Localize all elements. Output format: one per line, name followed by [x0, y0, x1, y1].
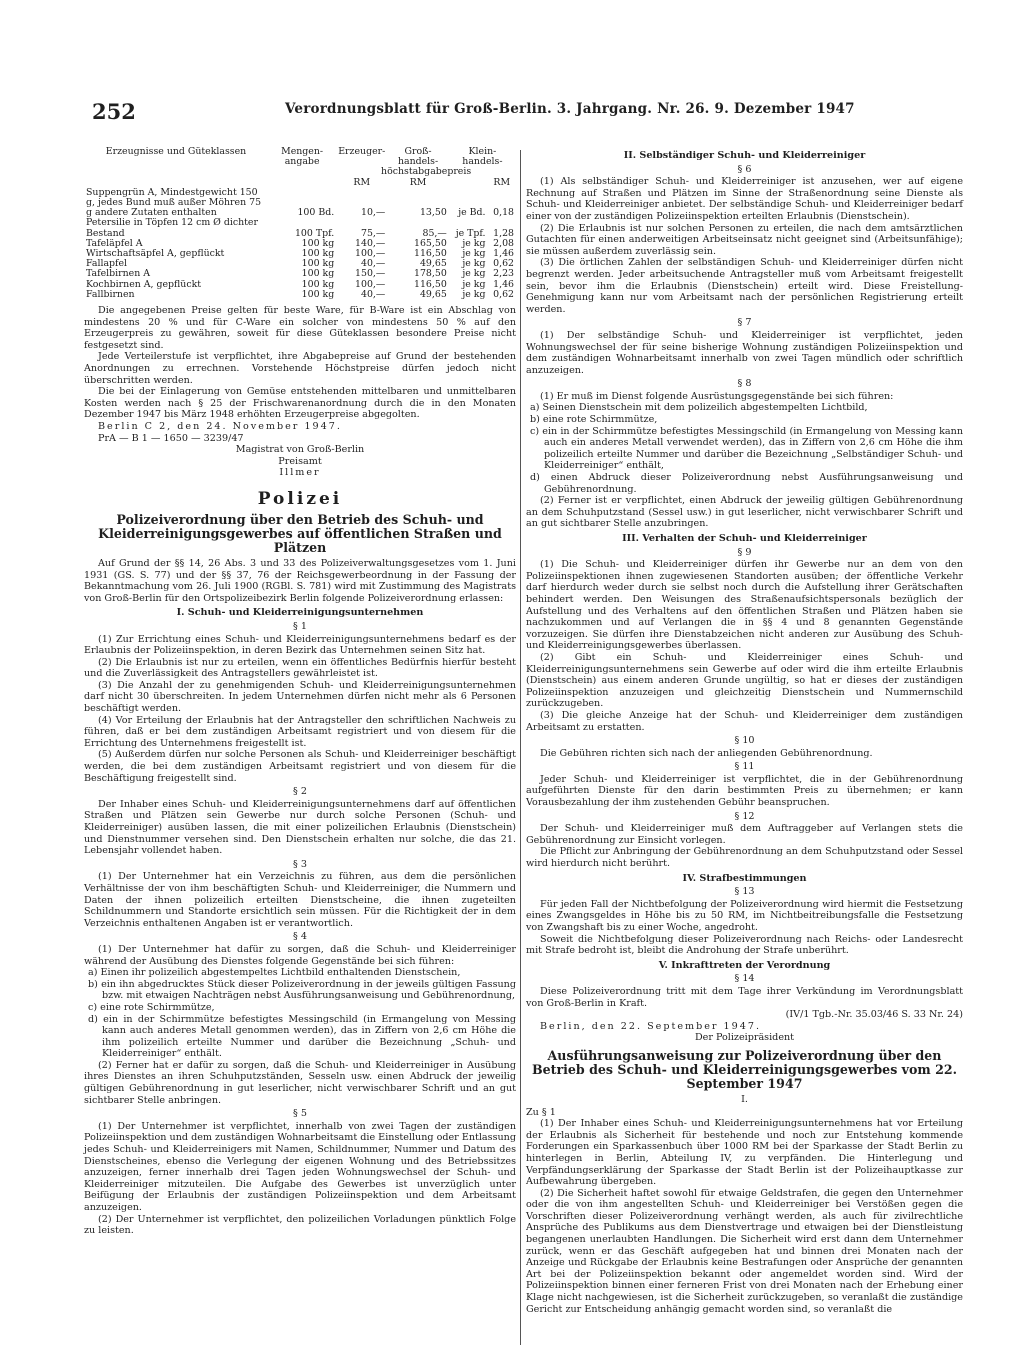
column-divider — [520, 150, 521, 1345]
paragraph-text: (4) Vor Erteilung der Erlaubnis hat der Antragsteller den schriftlichen Nachweis zu führen, daß er bei dem zuständigen Arbeitsamt registriert und von diesem für die Errichtung des Unternehmens freigestellt ist. — [84, 714, 516, 749]
table-cell-producer: 100,— — [355, 278, 386, 290]
date-line: Berlin, den 22. September 1947. — [540, 1020, 762, 1032]
table-cell-retail: 1,46 — [493, 248, 514, 260]
list-item: c) ein in der Schirmmütze befestigtes Messingschild (in Ermangelung von Messing kann auch ein anderes Metall verwendet werden), das in Ziffern von 2,6 cm Höhe die ihm polizeilich erteilte Nummer und darüber die Bezeichnung „Selbständiger Schuh- und Kleiderreiniger“ enthält, — [530, 425, 963, 472]
table-cell-retail: 0,62 — [493, 288, 514, 300]
table-row — [84, 290, 516, 300]
paragraph-text: (2) Der Unternehmer ist verpflichtet, den polizeilichen Vorladungen pünktlich Folge zu leisten. — [84, 1213, 516, 1237]
signature-authority: Der Polizeipräsident — [694, 1032, 795, 1044]
running-header: Verordnungsblatt für Groß-Berlin. 3. Jahrgang. Nr. 26. 9. Dezember 1947 — [285, 101, 855, 117]
table-cell-retail: 1,28 — [493, 227, 514, 239]
paragraph-number: § 14 — [734, 973, 755, 985]
section-heading: I. Schuh- und Kleiderreinigungsunternehmen — [176, 607, 424, 619]
paragraph-number: § 2 — [293, 786, 307, 798]
table-header-producer: Erzeuger- — [338, 146, 386, 157]
date-line: Berlin C 2, den 24. November 1947. — [98, 420, 342, 432]
paragraph-number: § 6 — [737, 163, 752, 175]
paragraph-number: § 4 — [293, 931, 307, 943]
paragraph-text: Diese Polizeiverordnung tritt mit dem Tage ihrer Verkündung im Verordnungsblatt von Groß-Berlin in Kraft. — [526, 985, 963, 1009]
table-header-retail: Klein-handels- — [462, 146, 503, 168]
table-cell-retail-unit: je kg — [462, 248, 486, 260]
paragraph-text: (1) Der selbständige Schuh- und Kleiderreiniger ist verpflichtet, jeden Wohnungswechsel der für seine bisherige Wohnung zuständigen Polizeiinspektion und dem zuständigen Wohnarbeitsamt innerhalb von zwei Tagen mündlich oder schriftlich anzuzeigen. — [526, 329, 963, 376]
table-cell-producer: 40,— — [360, 258, 386, 270]
table-cell-wholesale: 49,65 — [419, 288, 447, 300]
price-note: Jede Verteilerstufe ist verpflichtet, ihre Abgabepreise auf Grund der bestehenden Anordnungen zu errechnen. Vorstehende Höchstpreise dürfen jedoch nicht überschritten werden. — [84, 351, 516, 386]
paragraph-text: (2) Ferner ist er verpflichtet, einen Abdruck der jeweilig gültigen Gebührenordnung an dem Schuhputzstand (Sessel usw.) in gut leserlicher, nicht verwischbarer Schrift und an gut sichtbarer Stelle anzubringen. — [526, 495, 963, 530]
table-cell-unit: 100 Bd. — [297, 207, 335, 219]
table-cell-producer: 40,— — [360, 288, 386, 300]
table-cell-wholesale: 13,50 — [419, 207, 447, 219]
paragraph-text: Für jeden Fall der Nichtbefolgung der Polizeiverordnung wird hiermit die Festsetzung eines Zwangsgeldes in Höhe bis zu 50 RM, im Nichtbeitreibungsfalle die Festsetzung von Zwangshaft bis zu einer Woche, angedroht. — [526, 898, 963, 933]
table-row — [84, 218, 516, 238]
page-number: 252 — [92, 99, 136, 124]
price-note: Die angegebenen Preise gelten für beste Ware, für B-Ware ist ein Abschlag von mindestens 20 % und für C-Ware ein solcher von mindestens 50 % auf den Erzeugerpreis zu gewähren, soweit für diese Güteklassen besondere Preise nicht festgesetzt sind. — [84, 305, 516, 351]
table-cell-name: Tafelbirnen A — [86, 268, 150, 280]
table-header-wholesale: Groß-handels- — [397, 146, 439, 168]
list-item: b) ein ihn abgedrucktes Stück dieser Polizeiverordnung in der jeweils gültigen Fassung bzw. mit etwaigen Nachträgen nebst Ausführungsanweisung und Gebührenordnung, — [88, 978, 516, 1002]
table-cell-retail: 1,46 — [493, 278, 514, 290]
paragraph-text: (1) Der Unternehmer hat dafür zu sorgen, daß die Schuh- und Kleiderreiniger während der Ausübung des Dienstes folgende Gegenstände bei sich führen: — [84, 943, 516, 967]
paragraph-text: (1) Der Inhaber eines Schuh- und Kleiderreinigungsunternehmens hat vor Erteilung der Erlaubnis als Sicherheit für bestehende und noch zur Entstehung kommende Forderungen ein Sparkassenbuch über 1000 RM bei der Sparkasse der Stadt Berlin zu hinterlegen in Berlin, Abteilung IV, zu verpfänden. Die Hinterlegung und Verpfändungserklärung der Sparkasse der Stadt Berlin ist der Polizeihauptkasse zur Aufbewahrung übergeben. — [526, 1118, 963, 1188]
paragraph-number: § 12 — [734, 810, 755, 822]
paragraph-text: (1) Der Unternehmer hat ein Verzeichnis zu führen, aus dem die persönlichen Verhältnisse der von ihm beschäftigten Schuh- und Kleiderreiniger, die Nummern und Daten der ihnen polizeilich erteilten Dienstscheine, die ihnen zugeteilten Schildnummern und Standorte ersichtlich sein müssen. Für die Richtigkeit der in dem Verzeichnis enthaltenen Angaben ist er verantwortlich. — [84, 871, 516, 929]
table-cell-name: Wirtschaftsäpfel A, gepflückt — [86, 248, 225, 260]
paragraph-text: (3) Die örtlichen Zahlen der selbständigen Schuh- und Kleiderreiniger dürfen nicht begrenzt werden. Jeder arbeitsuchende Antragsteller muß vom Arbeitsamt freigestellt sein, bevor ihm die Erlaubnis (Dienstschein) erteilt wird. Diese Freistellung-Genehmigung kann nur vom Arbeitsamt nach der persönlichen Registrierung erteilt werden. — [526, 257, 963, 315]
table-cell-retail: 2,08 — [493, 237, 514, 249]
table-cell-unit: 100 kg — [301, 278, 335, 290]
paragraph-text: Die Pflicht zur Anbringung der Gebührenordnung an dem Schuhputzstand oder Sessel wird hierdurch nicht berührt. — [526, 846, 963, 870]
table-cell-retail-unit: je Bd. — [458, 207, 486, 219]
list-item: c) eine rote Schirmmütze, — [88, 1001, 215, 1013]
paragraph-number: § 5 — [293, 1108, 307, 1120]
section-heading: III. Verhalten der Schuh- und Kleiderreiniger — [622, 533, 867, 544]
price-table — [84, 147, 516, 300]
table-cell-unit: 100 kg — [301, 288, 335, 300]
paragraph-text: (2) Die Erlaubnis ist nur zu erteilen, wenn ein öffentliches Bedürfnis hierfür besteht und die Zuverlässigkeit des Antragstellers gewährleistet ist. — [84, 656, 516, 680]
reference-line: PrA — B 1 — 1650 — 3239/47 — [98, 432, 244, 444]
list-item: b) eine rote Schirmmütze, — [530, 414, 658, 426]
equipment-list — [84, 967, 516, 1060]
table-cell-retail-unit: je kg — [462, 237, 486, 249]
table-cell-unit: 100 kg — [301, 248, 335, 260]
paragraph-text: (1) Zur Errichtung eines Schuh- und Kleiderreinigungsunternehmens bedarf es der Erlaubnis der Polizeiinspektion, in deren Bezirk das Unternehmen seinen Sitz hat. — [84, 633, 516, 657]
table-cell-retail: 2,23 — [493, 268, 514, 280]
table-cell-wholesale: 165,50 — [413, 237, 447, 249]
table-header-quantity: Mengen-angabe — [281, 146, 324, 168]
price-note: Die bei der Einlagerung von Gemüse entstehenden mittelbaren und unmittelbaren Kosten werden nach § 25 der Frischwarenanordnung durch die in den Monaten Dezember 1947 bis März 1948 erhöhten Erzeugerpreise abgegolten. — [84, 386, 516, 421]
paragraph-number: § 13 — [734, 886, 755, 898]
table-row — [84, 249, 516, 259]
section-number: I. — [741, 1093, 748, 1105]
paragraph-text: (2) Ferner hat er dafür zu sorgen, daß die Schuh- und Kleiderreiniger in Ausübung ihres Dienstes an ihren Schuhputzständen, Sesseln usw. einen Abdruck der jeweilig gültigen Gebührenordnung in gut leserlicher, nicht verwischbarer Schrift und an gut sichtbarer Stelle anbringen. — [84, 1059, 516, 1106]
section-heading: V. Inkrafttreten der Verordnung — [658, 959, 831, 971]
police-heading: Polizei — [257, 488, 343, 509]
list-item: a) Seinen Dienstschein mit dem polizeilich abgestempelten Lichtbild, — [530, 402, 868, 414]
table-cell-producer: 100,— — [355, 248, 386, 260]
signature-office: Preisamt — [278, 455, 322, 467]
table-cell-wholesale: 116,50 — [413, 278, 447, 290]
paragraph-text: (1) Als selbständiger Schuh- und Kleiderreiniger ist anzusehen, wer auf eigene Rechnung auf Straßen und Plätzen im Sinne der Straßenordnung seine Dienste als Schuh- und Kleiderreiniger anbietet. Der selbständige Schuh- und Kleiderreiniger bedarf einer von der zuständigen Polizeiinspektion erteilten Erlaubnis (Dienstschein). — [526, 176, 963, 222]
paragraph-text: (1) Er muß im Dienst folgende Ausrüstungsgegenstände bei sich führen: — [540, 390, 894, 402]
paragraph-text: (1) Die Schuh- und Kleiderreiniger dürfen ihr Gewerbe nur an dem von den Polizeiinspektionen ihnen zugewiesenen Standorten ausüben; der öffentliche Verkehr darf hierdurch weder durch sie selbst noch durch die Aufstellung ihrer Gerätschaften behindert werden. Den Weisungen des Straßenaufsichtspersonals bezüglich der Aufstellung und des Verhaltens auf den öffentlichen Straßen und Plätzen haben sie nachzukommen und auf Verlangen die in §§ 4 und 8 genannten Gegenstände vorzuzeigen. Sie dürfen ihre Dienstabzeichen nicht anderen zur Ausübung des Schuh- und Kleiderreinigungsgewerbes überlassen. — [526, 559, 963, 652]
table-row — [84, 280, 516, 290]
table-cell-name: Kochbirnen A, gepflückt — [86, 278, 202, 290]
table-cell-retail-unit: je kg — [462, 288, 486, 300]
table-cell-retail-unit: je Tpf. — [455, 227, 486, 239]
paragraph-text: Die Gebühren richten sich nach der anliegenden Gebührenordnung. — [540, 747, 873, 759]
preamble: Auf Grund der §§ 14, 26 Abs. 3 und 33 des Polizeiverwaltungsgesetzes vom 1. Juni 1931 (GS. S. 77) und der §§ 37, 76 der Reichsgewerbeordnung in der Fassung der Bekanntmachung vom 26. Juli 1900 (RGBl. S. 781) wird mit Zustimmung des Magistrats von Groß-Berlin für den Ortspolizeibezirk Berlin folgende Polizeiverordnung erlassen: — [84, 557, 516, 604]
paragraph-number: § 10 — [734, 735, 755, 747]
signature-name: Illmer — [279, 467, 321, 479]
table-cell-retail-unit: je kg — [462, 268, 486, 280]
unit-label: RM — [409, 176, 427, 188]
table-cell-producer: 150,— — [355, 268, 386, 280]
paragraph-text: Der Inhaber eines Schuh- und Kleiderreinigungsunternehmens darf auf öffentlichen Straßen und Plätzen sein Gewerbe nur durch solche Personen (Schuh- und Kleiderreiniger) ausüben lassen, die mit einer polizeilichen Erlaubnis (Dienstschein) und Dienstnummer versehen sind. Den Dienstschein erhalten nur solche, die das 21. Lebensjahr vollendet haben. — [84, 798, 516, 857]
table-cell-unit: 100 kg — [301, 258, 335, 270]
paragraph-text: Der Schuh- und Kleiderreiniger muß dem Auftraggeber auf Verlangen stets die Gebührenordnung zur Einsicht vorlegen. — [526, 823, 963, 846]
table-cell-name: Fallapfel — [86, 258, 128, 270]
signature-authority: Magistrat von Groß-Berlin — [235, 444, 365, 456]
instruction-title: Ausführungsanweisung zur Polizeiverordnung über den Betrieb des Schuh- und Kleiderreinigungsgewerbes vom 22. September 1947 — [531, 1047, 958, 1091]
paragraph-text: (2) Die Erlaubnis ist nur solchen Personen zu erteilen, die nach dem amtsärztlichen Gutachten für einen anderweitigen Arbeitseinsatz nicht geeignet sind (Arbeitsunfähige); sie müssen außerdem zuverlässig sein. — [526, 222, 963, 257]
paragraph-label: Zu § 1 — [526, 1106, 556, 1118]
reference-line: (IV/1 Tgb.-Nr. 35.03/46 S. 33 Nr. 24) — [785, 1009, 963, 1021]
table-cell-name: Tafeläpfel A — [86, 237, 143, 249]
table-cell-name: Petersilie in Töpfen 12 cm Ø dichter Bestand — [86, 217, 258, 239]
paragraph-number: § 3 — [293, 858, 307, 870]
table-cell-producer: 10,— — [360, 207, 386, 219]
paragraph-number: § 7 — [737, 317, 752, 329]
ordinance-title: Polizeiverordnung über den Betrieb des Schuh- und Kleiderreinigungsgewerbes auf öffentlichen Straßen und Plätzen — [98, 511, 502, 555]
table-cell-unit: 100 kg — [301, 268, 335, 280]
table-cell-unit: 100 Tpf. — [294, 227, 335, 239]
paragraph-text: (3) Die gleiche Anzeige hat der Schuh- und Kleiderreiniger dem zuständigen Arbeitsamt zu erstatten. — [526, 709, 963, 733]
unit-label: RM — [493, 176, 511, 188]
paragraph-text: (3) Die Anzahl der zu genehmigenden Schuh- und Kleiderreinigungsunternehmen darf nicht 30 überschreiten. In jedem Unternehmen dürfen nicht mehr als 6 Personen beschäftigt werden. — [84, 679, 516, 715]
list-item: d) ein in der Schirmmütze befestigtes Messingschild (in Ermangelung von Messing kann auch anderes Metall genommen werden), das in Ziffern von 2,6 cm Höhe die ihm polizeilich erteilte Nummer und darüber die Bezeichnung „Schuh- und Kleiderreiniger“ enthält. — [88, 1013, 516, 1060]
table-cell-name: Fallbirnen — [86, 288, 135, 300]
right-column — [526, 147, 963, 1315]
table-cell-wholesale: 116,50 — [413, 248, 447, 260]
unit-label: RM — [353, 176, 371, 188]
table-cell-retail-unit: je kg — [462, 278, 486, 290]
paragraph-number: § 1 — [293, 620, 307, 632]
paragraph-number: § 9 — [737, 546, 752, 558]
table-cell-producer: 140,— — [355, 237, 386, 249]
table-cell-name: Suppengrün A, Mindestgewicht 150 g, jedes Bund muß außer Möhren 75 g andere Zutaten enthalten — [86, 186, 262, 219]
left-column — [84, 147, 516, 1237]
paragraph-number: § 11 — [734, 761, 755, 773]
table-cell-unit: 100 kg — [301, 237, 335, 249]
table-header-max-price: höchstabgabepreis — [381, 166, 472, 178]
paragraph-number: § 8 — [737, 378, 752, 390]
table-cell-wholesale: 178,50 — [413, 268, 447, 280]
table-cell-wholesale: 49,65 — [419, 258, 447, 270]
paragraph-text: (2) Die Sicherheit haftet sowohl für etwaige Geldstrafen, die gegen den Unternehmer oder die von ihm angestellten Schuh- und Kleiderreiniger bei Verstößen gegen die Vorschriften dieser Polizeiverordnung verhängt werden, als auch für zivilrechtliche Ansprüche des Publikums aus dem Dienstvertrage und etwaigen bei der Dienstleistung begangenen unerlaubten Handlungen. Die Sicherheit wird erst dann dem Unternehmer zurück, wenn er das Geschäft aufgegeben hat und binnen drei Monaten nach der Anzeige und Rückgabe der Erlaubnis keine Bestrafungen oder Ansprüche der genannten Art bei der Polizeiinspektion bekannt oder angemeldet worden sind. Wird der Polizeiinspektion binnen einer ferneren Frist von drei Monaten nach der Erhebung einer Klage nicht nachgewiesen, ist die Sicherheit zurückzugeben, so veranlaßt die zuständige Gericht zur Entscheidung anhängig gemacht worden sind, so veranlaßt die — [526, 1187, 963, 1315]
list-item: a) Einen ihr polizeilich abgestempeltes Lichtbild enthaltenden Dienstschein, — [88, 967, 461, 979]
table-cell-wholesale: 85,— — [422, 227, 447, 239]
paragraph-text: Jeder Schuh- und Kleiderreiniger ist verpflichtet, die in der Gebührenordnung aufgeführten Dienste für den darin bestimmten Preis zu übernehmen; er kann Vorausbezahlung der ihm zustehenden Gebühr beanspruchen. — [526, 773, 963, 809]
table-header-product: Erzeugnisse und Güteklassen — [105, 146, 247, 157]
table-cell-retail-unit: je kg — [462, 258, 486, 270]
paragraph-text: (5) Außerdem dürfen nur solche Personen als Schuh- und Kleiderreiniger beschäftigt werden, die bei dem zuständigen Arbeitsamt registriert und von diesem für die Beschäftigung freigestellt sind. — [84, 749, 516, 784]
list-item: d) einen Abdruck dieser Polizeiverordnung nebst Ausführungsanweisung und Gebührenordnung. — [530, 472, 963, 495]
paragraph-text: (2) Gibt ein Schuh- und Kleiderreiniger eines Schuh- und Kleiderreinigungsunternehmens sein Gewerbe auf oder wird die ihm erteilte Erlaubnis (Dienstschein) aus einem anderen Grunde ungültig, so hat er dieses der zuständigen Polizeiinspektion anzuzeigen und gleichzeitig Dienstschein und Nummernschild zurückzugeben. — [526, 651, 963, 710]
paragraph-text: Soweit die Nichtbefolgung dieser Polizeiverordnung nach Reichs- oder Landesrecht mit Strafe bedroht ist, bleibt die Androhung der Strafe unberührt. — [526, 933, 963, 957]
table-cell-producer: 75,— — [360, 227, 386, 239]
table-row — [84, 188, 516, 219]
table-cell-retail: 0,62 — [493, 258, 514, 270]
paragraph-text: (1) Der Unternehmer ist verpflichtet, innerhalb von zwei Tagen der zuständigen Polizeiinspektion und dem zuständigen Wohnarbeitsamt die Einstellung oder Entlassung jedes Schuh- und Kleiderreinigers mit Namen, Schildnummer, Nummer und Datum des Dienstscheines, ebenso die Verlegung der eigenen Wohnung und des Betriebssitzes anzuzeigen, ferner innerhalb drei Tagen jeden Wohnungswechsel der Schuh- und Kleiderreiniger mitzuteilen. Die Aufgabe des Gewerbes ist unverzüglich unter Beifügung der Erlaubnis der zuständigen Polizeiinspektion und dem Arbeitsamt anzuzeigen. — [84, 1120, 516, 1214]
section-heading: IV. Strafbestimmungen — [682, 872, 807, 884]
table-cell-retail: 0,18 — [493, 207, 514, 219]
equipment-list — [526, 402, 963, 495]
section-heading: II. Selbständiger Schuh- und Kleiderreiniger — [623, 150, 866, 161]
